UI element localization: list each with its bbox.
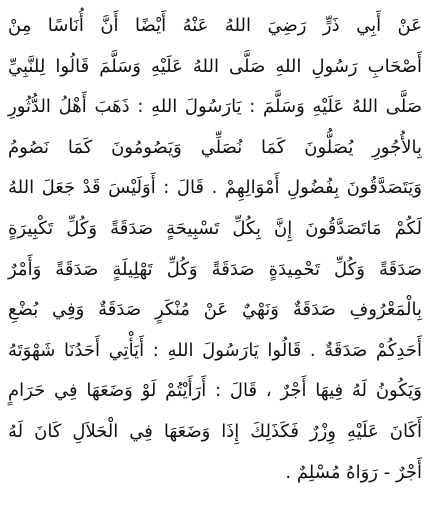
text-line-11: أَكَانَ عَلَيْهِ وِزْرٌ فَكَذَلِكَ إِذَا وَضَعَهَا فِي الْحَلاَلِ كَانَ لَهُ: [8, 420, 422, 442]
text-line-2: أَصْحَابِ رَسُولِ اللهِ صَلَّى اللهُ عَلَيْهِ وَسَلَّمَ قَالُوا لِلنَّبِيِّ: [8, 55, 422, 77]
text-line-7: صَدَقَةً وَكُلِّ تَحْمِيدَةٍ صَدَقَةً وَكُلِّ تَهْلِيلَةٍ صَدَقَةً وَأَمْرٌ: [8, 258, 422, 280]
text-line-9: أَحَدِكُمْ صَدَقَةٌ . قَالُوا يَارَسُولَ اللهِ : أَيَأْتِي أَحَدُنَا شَهْوَتَهُ: [8, 339, 422, 361]
text-line-1: عَنْ أَبِي ذَرٍّ رَضِيَ اللهُ عَنْهُ أَيْضًا أَنَّ أُنَاسًا مِنْ: [8, 15, 422, 36]
text-line-3: صَلَّى اللهُ عَلَيْهِ وَسَلَّمَ : يَارَسُولَ اللهِ : ذَهَبَ أَهْلُ الدُّثُورِ: [8, 96, 422, 118]
text-line-4: بِالأُجُورِ يُصَلُّونَ كَمَا نُصَلِّي وَيَصُومُونَ كَمَا نَصُومُ: [8, 136, 422, 158]
text-line-12: أَجْرٌ - رَوَاهُ مُسْلِمٌ .: [285, 461, 422, 483]
text-line-8: بِالْمَعْرُوفِ صَدَقَةٌ وَنَهْيٌ عَنْ مُنْكَرٍ صَدَقَةٌ وَفِي بُضْعِ: [8, 299, 422, 321]
text-line-10: وَيَكُونُ لَهُ فِيهَا أَجْرٌ ، قَالَ : أَرَأَيْتُمْ لَوْ وَضَعَهَا فِي حَرَامٍ: [8, 380, 422, 402]
hadith-text: [8, 6, 422, 493]
text-line-5: وَيَتَصَدَّقُونَ بِفُضُولِ أَمْوَالِهِمْ . قَالَ : أَوَلَيْسَ قَدْ جَعَلَ اللهُ: [8, 177, 422, 199]
text-line-6: لَكُمْ مَاتَصَدَّقُونَ إِنَّ بِكُلِّ تَسْبِيحَةٍ صَدَقَةً وَكُلِّ تَكْبِيرَةٍ: [8, 217, 422, 239]
